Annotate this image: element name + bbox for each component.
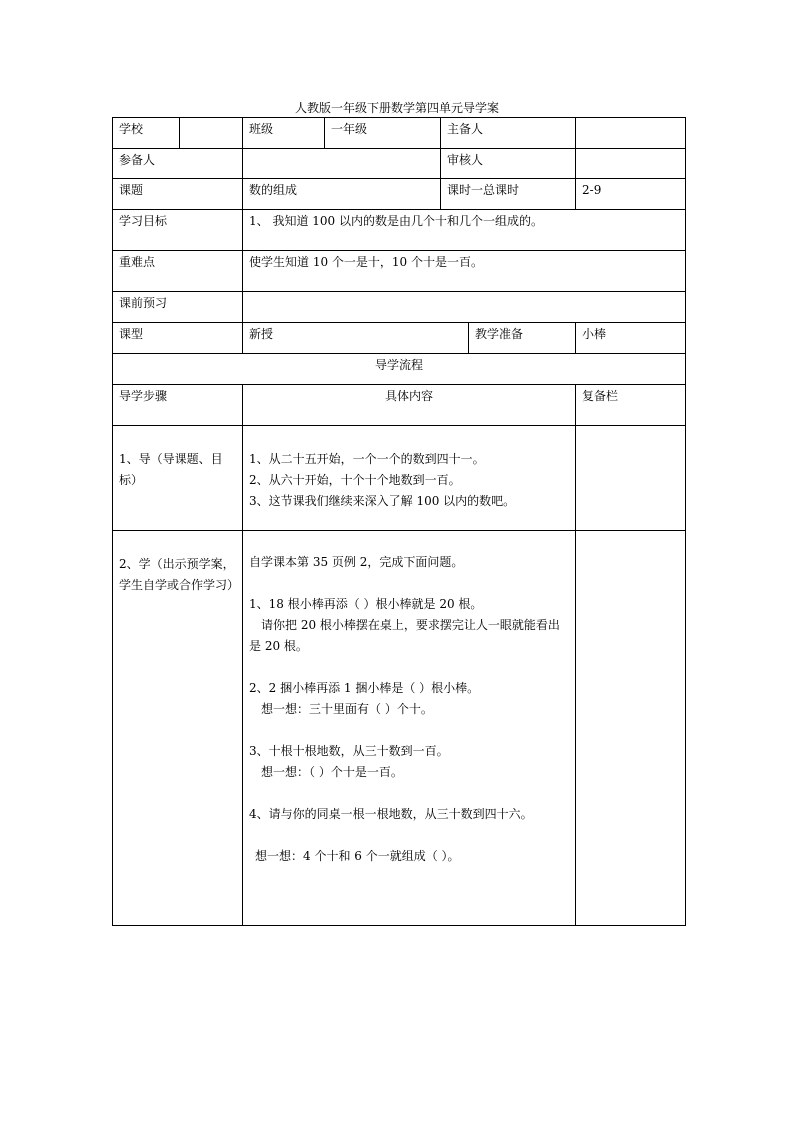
row-goal (113, 210, 686, 251)
step2-content (243, 531, 576, 926)
step2-q1b: 请你把 20 根小棒摆在桌上，要求摆完让人一眼就能看出是 20 根。 (249, 618, 560, 653)
type-label: 课型 (113, 323, 243, 354)
step1-notes (576, 426, 686, 531)
step1-label: 1、导（导课题、目标） (113, 426, 243, 531)
lead-label: 主备人 (441, 118, 576, 149)
lesson-plan-table (112, 117, 686, 926)
document-title: 人教版一年级下册数学第四单元导学案 (294, 101, 499, 115)
step2-label: 2、学（出示预学案，学生自学或合作学习） (113, 531, 243, 926)
step2-q1: 1、18 根小棒再添（ ）根小棒就是 20 根。 (249, 597, 483, 611)
step2-q4b: 想一想：4 个十和 6 个一就组成（ ）。 (255, 849, 460, 863)
prep-label: 教学准备 (469, 323, 576, 354)
preview-value (243, 292, 686, 323)
row-key-points (113, 251, 686, 292)
row-step-1 (113, 426, 686, 531)
step2-q2: 2、2 捆小棒再添 1 捆小棒是（ ）根小棒。 (249, 681, 480, 695)
topic-value: 数的组成 (243, 179, 441, 210)
step2-q3b: 想一想：（ ）个十是一百。 (261, 765, 403, 779)
class-value: 一年级 (325, 118, 441, 149)
lead-value (576, 118, 686, 149)
school-label: 学校 (113, 118, 180, 149)
step2-notes (576, 531, 686, 926)
step1-line-2: 2、从六十开始，十个十个地数到一百。 (249, 473, 461, 487)
key-label: 重难点 (113, 251, 243, 292)
class-label: 班级 (243, 118, 325, 149)
row-type (113, 323, 686, 354)
row-flow-columns (113, 385, 686, 426)
preview-label: 课前预习 (113, 292, 243, 323)
col-notes-header: 复备栏 (576, 385, 686, 426)
step2-q3: 3、十根十根地数，从三十数到一百。 (249, 744, 449, 758)
participants-label: 参备人 (113, 149, 243, 179)
col-step-header: 导学步骤 (113, 385, 243, 426)
reviewer-label: 审核人 (441, 149, 576, 179)
period-value: 2-9 (576, 179, 686, 210)
period-label: 课时一总课时 (441, 179, 576, 210)
step2-q4: 4、请与你的同桌一根一根地数，从三十数到四十六。 (249, 807, 533, 821)
topic-label: 课题 (113, 179, 243, 210)
row-step-2 (113, 531, 686, 926)
row-participants (113, 149, 686, 179)
goal-value: 1、 我知道 100 以内的数是由几个十和几个一组成的。 (243, 210, 686, 251)
step2-q2b: 想一想：三十里面有（ ）个十。 (261, 702, 433, 716)
flow-heading: 导学流程 (113, 354, 686, 385)
row-topic (113, 179, 686, 210)
step2-intro: 自学课本第 35 页例 2，完成下面问题。 (249, 555, 464, 569)
row-preview (113, 292, 686, 323)
reviewer-value (576, 149, 686, 179)
participants-value (243, 149, 441, 179)
school-value (180, 118, 243, 149)
key-value: 使学生知道 10 个一是十，10 个十是一百。 (243, 251, 686, 292)
prep-value: 小棒 (576, 323, 686, 354)
row-school (113, 118, 686, 149)
step1-line-3: 3、这节课我们继续来深入了解 100 以内的数吧。 (249, 494, 516, 508)
type-value: 新授 (243, 323, 469, 354)
goal-label: 学习目标 (113, 210, 243, 251)
step1-line-1: 1、从二十五开始，一个一个的数到四十一。 (249, 452, 485, 466)
step1-content (243, 426, 576, 531)
col-content-header: 具体内容 (243, 385, 576, 426)
row-flow-heading (113, 354, 686, 385)
